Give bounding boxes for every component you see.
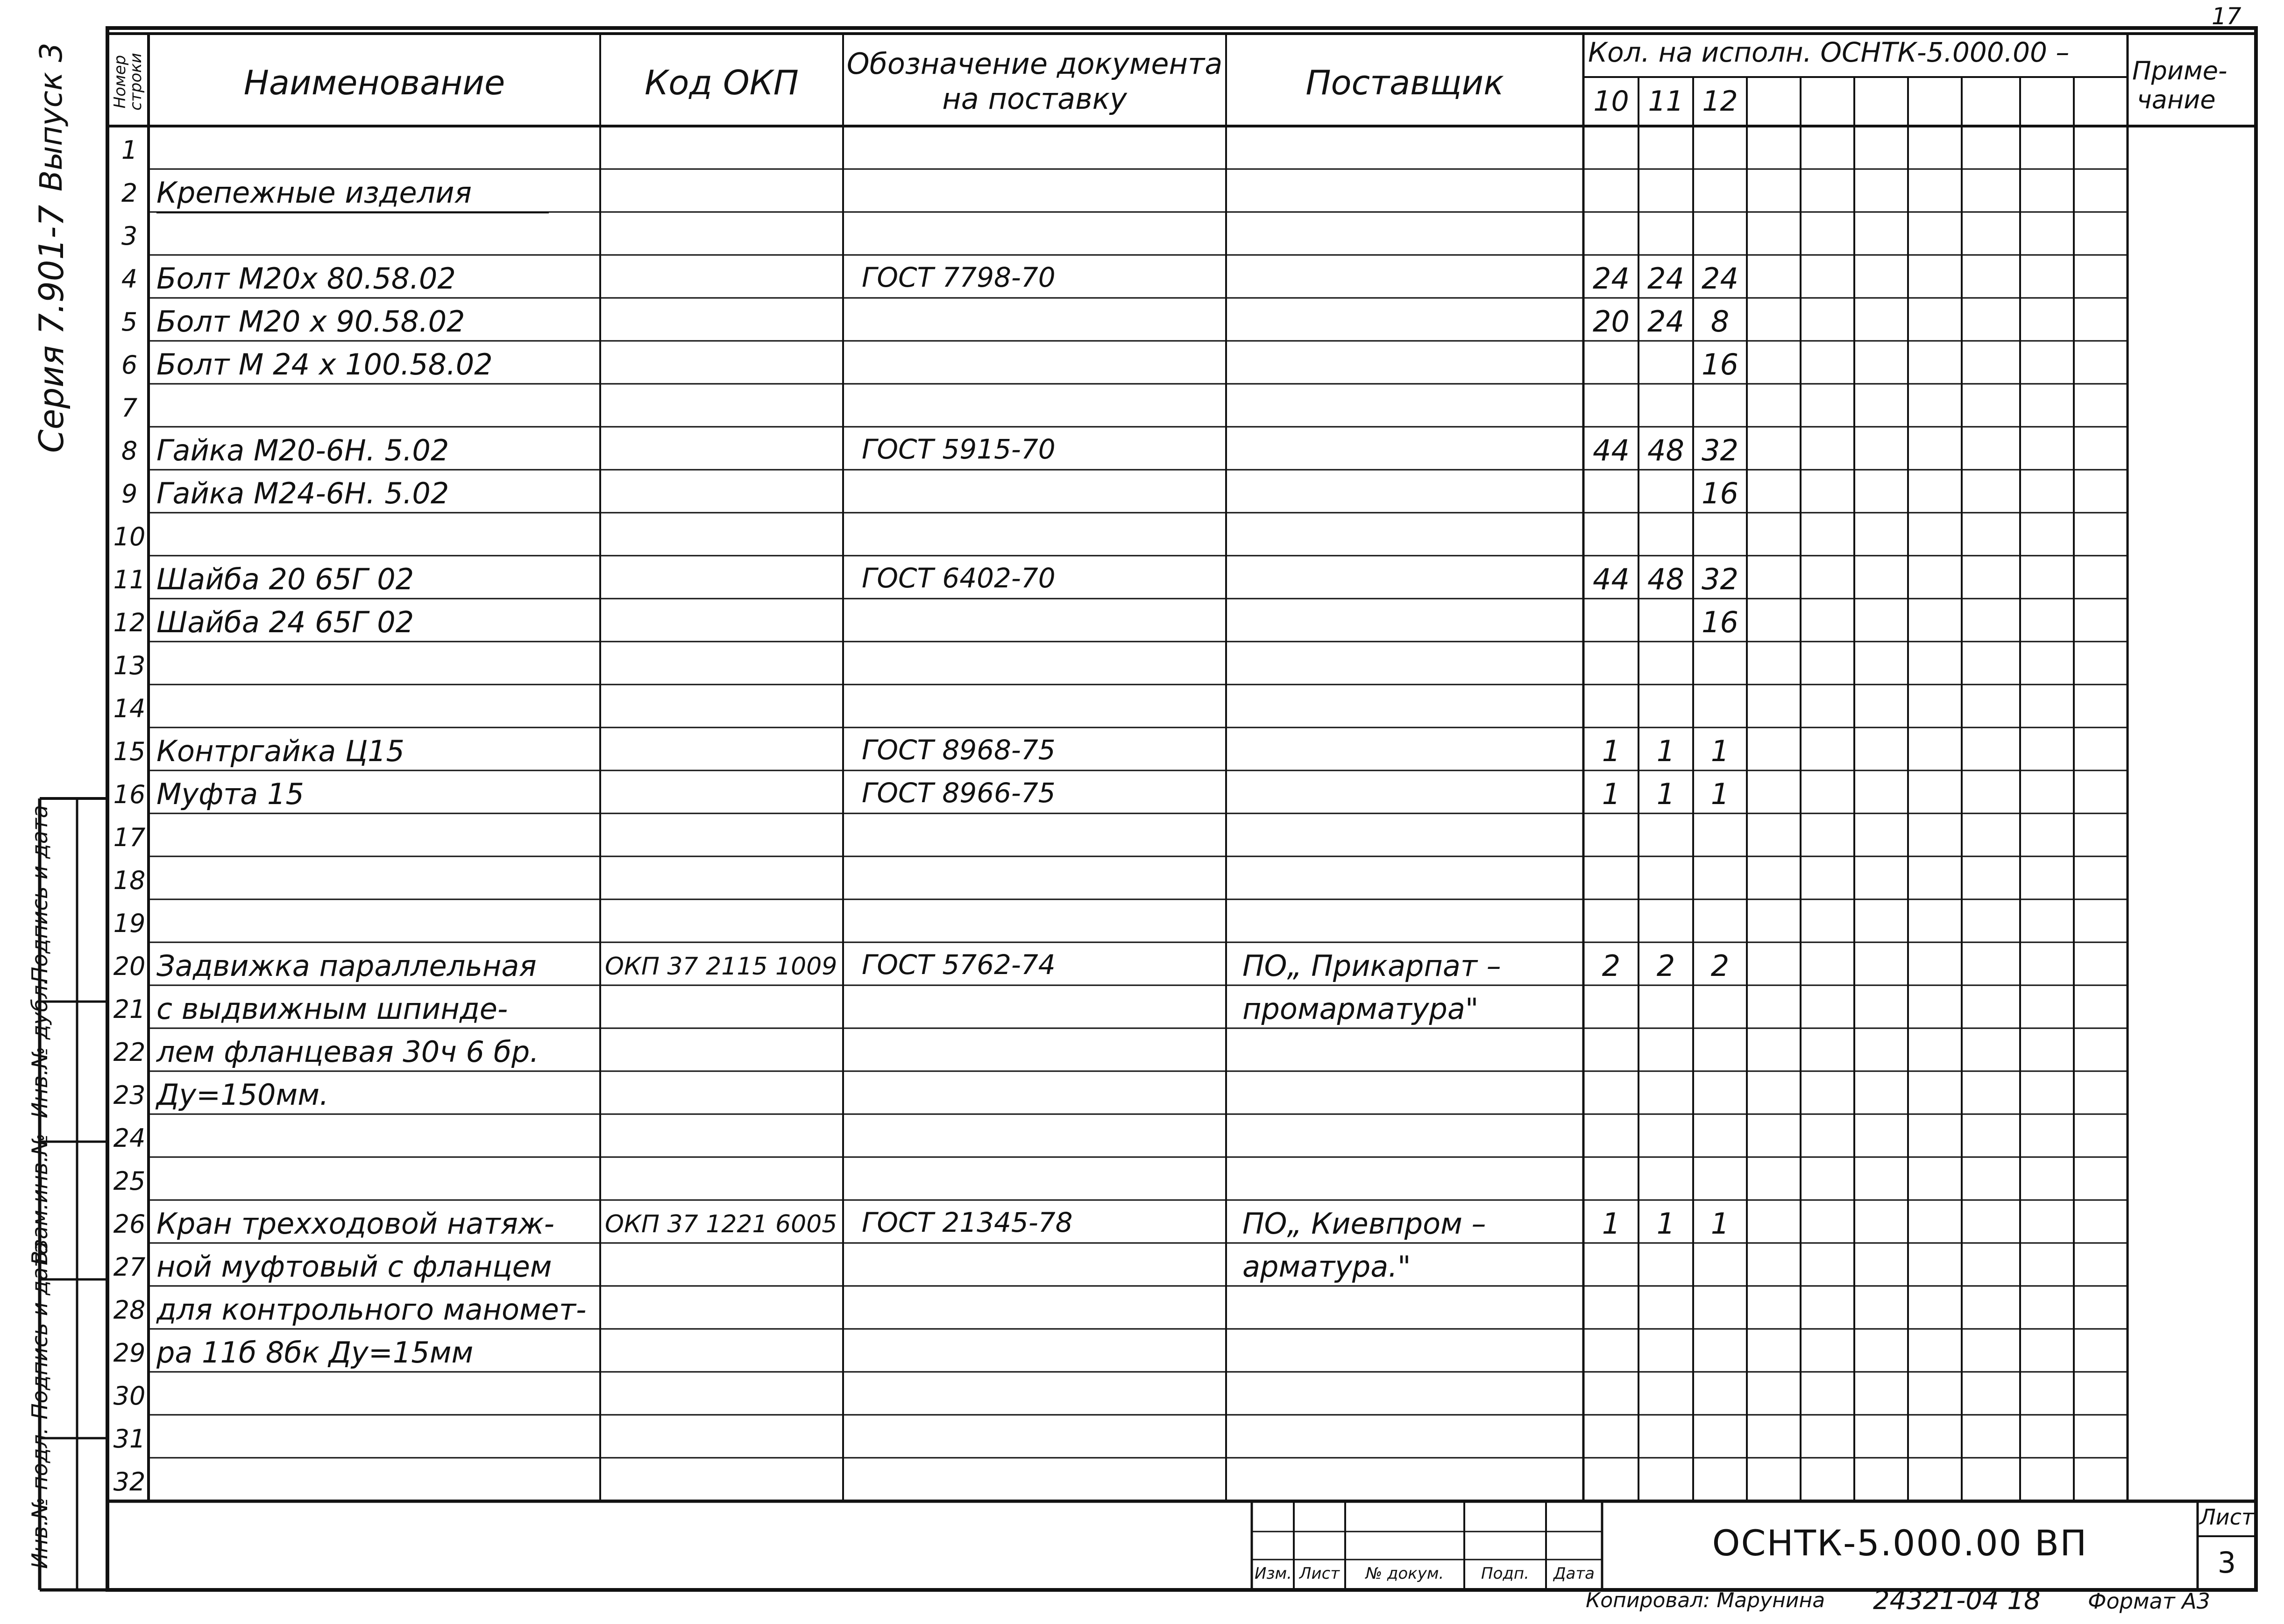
page-number: 17 [2212, 3, 2241, 30]
cell-name: Болт М20 х 90.58.02 [156, 304, 465, 339]
header-qty-10: 10 [1593, 85, 1629, 118]
cell-name: Задвижка параллельная [156, 949, 537, 983]
cell-supplier: арматура." [1242, 1250, 1411, 1284]
row-number: 27 [113, 1252, 146, 1282]
cell-name: лем фланцевая 30ч 6 бр. [156, 1035, 539, 1069]
row-number: 7 [121, 393, 138, 423]
row-number: 3 [121, 221, 138, 251]
stamp-signature-date-2: Подпись и дата [27, 1241, 52, 1419]
row-number: 22 [113, 1038, 146, 1067]
header-qty-title: Кол. на исполн. ОСНТК-5.000.00 – [1588, 36, 2070, 68]
cell-name: Контргайка Ц15 [156, 734, 404, 768]
cell-name: Шайба 20 65Г 02 [156, 562, 414, 596]
row-number: 9 [121, 479, 138, 508]
row-number: 29 [113, 1338, 146, 1368]
cell-doc: ГОСТ 21345-78 [862, 1207, 1073, 1238]
cell-qty-12: 1 [1710, 734, 1730, 768]
row-number: 30 [113, 1381, 146, 1411]
row-number: 8 [121, 436, 138, 466]
row-number: 5 [121, 307, 138, 337]
cell-name: ра 11б 8бк Ду=15мм [156, 1335, 474, 1370]
cell-qty-10: 44 [1593, 562, 1630, 596]
cell-doc: ГОСТ 8968-75 [862, 734, 1056, 766]
cell-qty-12: 1 [1710, 777, 1730, 811]
cell-qty-10: 1 [1602, 1207, 1621, 1241]
document-designation: ОСНТК-5.000.00 ВП [1712, 1522, 2088, 1564]
row-number: 21 [113, 995, 146, 1024]
cell-qty-10: 44 [1593, 433, 1630, 467]
cell-qty-10: 1 [1602, 734, 1621, 768]
row-number: 32 [113, 1467, 146, 1497]
row-number: 10 [113, 522, 146, 551]
cell-qty-10: 1 [1602, 777, 1621, 811]
cell-doc: ГОСТ 7798-70 [862, 261, 1056, 293]
row-number: 15 [113, 737, 146, 766]
cell-qty-11: 48 [1647, 433, 1684, 467]
stamp-original-inv: Инв.№ подл. [27, 1427, 52, 1569]
row-number: 14 [113, 694, 146, 723]
cell-qty-11: 1 [1656, 777, 1675, 811]
header-doc-line1: Обозначение документа [846, 47, 1223, 81]
tb-sheet-value: 3 [2217, 1546, 2236, 1580]
cell-name: Кран трехходовой натяж- [156, 1207, 554, 1241]
tb-sheet-label: Лист [2199, 1504, 2254, 1530]
cell-okp: ОКП 37 1221 6005 [605, 1210, 837, 1238]
tb-label-change: Изм. [1255, 1564, 1292, 1583]
tb-label-doc: № докум. [1365, 1564, 1444, 1583]
header-qty-11: 11 [1648, 85, 1684, 118]
footer-format: Формат А3 [2088, 1589, 2210, 1614]
row-number: 16 [113, 780, 146, 809]
header-qty-12: 12 [1702, 85, 1738, 118]
cell-doc: ГОСТ 8966-75 [862, 777, 1056, 809]
row-number: 17 [113, 823, 146, 852]
cell-qty-11: 2 [1656, 949, 1675, 983]
row-number: 11 [113, 565, 146, 594]
row-number: 4 [121, 264, 138, 294]
stamp-signature-date-1: Подпись и дата [27, 805, 52, 983]
cell-qty-12: 8 [1710, 304, 1730, 339]
cell-qty-12: 2 [1710, 949, 1730, 983]
cell-doc: ГОСТ 6402-70 [862, 562, 1056, 594]
row-number: 18 [113, 866, 146, 895]
cell-name: для контрольного маномет- [156, 1292, 587, 1327]
footer-archive: 24321-04 18 [1873, 1585, 2041, 1616]
row-number: 23 [113, 1080, 146, 1110]
row-number: 1 [121, 135, 138, 165]
row-number: 6 [121, 350, 138, 380]
issue-label: Выпуск 3 [33, 42, 69, 191]
header-okp: Код ОКП [645, 63, 799, 102]
cell-qty-11: 24 [1647, 304, 1684, 339]
tb-label-date: Дата [1553, 1564, 1595, 1583]
cell-name: Ду=150мм. [156, 1078, 329, 1112]
cell-qty-11: 1 [1656, 734, 1675, 768]
header-note-line1: Приме- [2132, 56, 2227, 85]
cell-name: с выдвижным шпинде- [156, 992, 508, 1026]
cell-qty-10: 2 [1602, 949, 1621, 983]
cell-name: ной муфтовый с фланцем [156, 1250, 552, 1284]
row-number: 20 [113, 952, 146, 981]
cell-doc: ГОСТ 5762-74 [862, 949, 1056, 981]
row-number: 19 [113, 909, 146, 938]
stamp-dup-inv: Инв.№ дубл. [27, 978, 52, 1118]
cell-qty-11: 1 [1656, 1207, 1675, 1241]
row-number: 12 [113, 608, 146, 637]
header-supplier: Поставщик [1305, 63, 1504, 102]
cell-qty-12: 1 [1710, 1207, 1730, 1241]
cell-name: Болт М20х 80.58.02 [156, 261, 456, 296]
header-name: Наименование [243, 63, 505, 102]
cell-qty-12: 16 [1702, 347, 1738, 381]
cell-name: Гайка М20-6Н. 5.02 [156, 433, 449, 467]
header-note-line2: чание [2137, 85, 2216, 114]
cell-qty-11: 24 [1647, 261, 1684, 296]
cell-qty-11: 48 [1647, 562, 1684, 596]
cell-qty-12: 24 [1702, 261, 1738, 296]
cell-doc: ГОСТ 5915-70 [862, 433, 1056, 465]
footer-copied: Копировал: Марунина [1586, 1589, 1825, 1612]
cell-qty-10: 24 [1593, 261, 1630, 296]
cell-qty-10: 20 [1593, 304, 1630, 339]
cell-name: Гайка М24-6Н. 5.02 [156, 476, 449, 510]
cell-supplier: промарматура" [1242, 992, 1479, 1026]
row-number: 28 [113, 1295, 146, 1325]
cell-name: Муфта 15 [156, 777, 304, 811]
row-number: 31 [113, 1424, 146, 1454]
stamp-replace-inv: Взам.инв.№ [27, 1133, 52, 1265]
cell-okp: ОКП 37 2115 1009 [605, 953, 837, 981]
cell-name: Болт М 24 х 100.58.02 [156, 347, 493, 381]
row-number: 13 [113, 651, 146, 680]
tb-label-sheet: Лист [1299, 1564, 1340, 1583]
series-label: Серия 7.901-7 [32, 205, 71, 453]
cell-qty-12: 16 [1702, 605, 1738, 639]
cell-qty-12: 32 [1702, 433, 1738, 467]
tb-label-sign: Подп. [1481, 1564, 1529, 1583]
cell-qty-12: 16 [1702, 476, 1738, 510]
cell-name: Крепежные изделия [156, 176, 472, 210]
row-number: 24 [113, 1123, 146, 1153]
row-number: 2 [121, 178, 138, 208]
cell-supplier: ПО„ Киевпром – [1242, 1207, 1486, 1241]
row-number: 25 [113, 1166, 146, 1196]
header-row-number: Номер строки [111, 53, 145, 111]
cell-qty-12: 32 [1702, 562, 1738, 596]
row-number: 26 [113, 1209, 146, 1239]
cell-supplier: ПО„ Прикарпат – [1242, 949, 1501, 983]
cell-name: Шайба 24 65Г 02 [156, 605, 414, 639]
header-doc-line2: на поставку [942, 82, 1127, 116]
